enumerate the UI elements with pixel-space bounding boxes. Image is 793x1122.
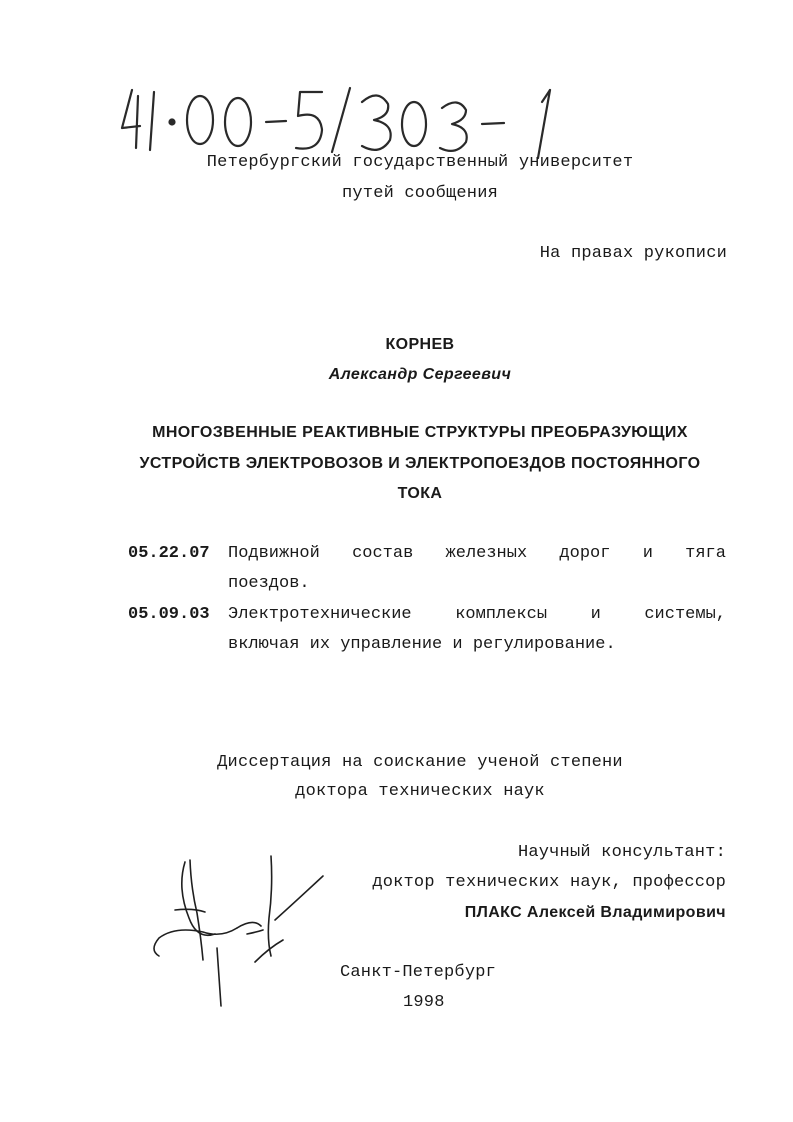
dissertation-title-line-2: УСТРОЙСТВ ЭЛЕКТРОВОЗОВ И ЭЛЕКТРОПОЕЗДОВ ПОСТОЯННОГО [139,455,701,472]
specialty-word: и [642,544,653,563]
specialty-word: и [590,605,601,624]
specialty-description [228,605,726,625]
specialty-word: состав [352,544,414,563]
consultant-name: ПЛАКС Алексей Владимирович [464,904,726,921]
specialty-description-cont: включая их управление и регулирование. [228,635,616,654]
dissertation-degree: Диссертация на соискание ученой степени [217,753,623,772]
author-surname: КОРНЕВ [385,336,455,353]
dissertation-title-line-3: ТОКА [397,485,443,502]
handwritten-signature [145,848,345,1018]
specialty-description [228,544,726,564]
specialty-word: Электротехнические [228,605,412,624]
specialty-code: 05.09.03 [128,605,210,624]
specialty-description-cont: поездов. [228,574,310,593]
manuscript-note: На правах рукописи [539,244,727,263]
university-name-cont: путей сообщения [341,184,499,203]
footer-city: Санкт-Петербург [340,963,497,982]
consultant-label: Научный консультант: [517,843,726,862]
specialty-word: дорог [559,544,611,563]
specialty-word: Подвижной [228,544,320,563]
specialty-word: тяга [685,544,726,563]
dissertation-degree-cont: доктора технических наук [295,782,545,801]
author-name: Александр Сергеевич [328,366,512,383]
dissertation-title-line-1: МНОГОЗВЕННЫЕ РЕАКТИВНЫЕ СТРУКТУРЫ ПРЕОБРАЗУЮЩИХ [152,424,688,441]
specialty-word: комплексы [455,605,548,624]
consultant-degree: доктор технических наук, профессор [372,873,726,892]
specialty-word: системы, [644,605,726,624]
specialty-word: железных [445,544,528,563]
specialty-code: 05.22.07 [128,544,210,563]
university-name: Петербургский государственный университет [206,153,634,172]
footer-year: 1998 [403,993,445,1012]
